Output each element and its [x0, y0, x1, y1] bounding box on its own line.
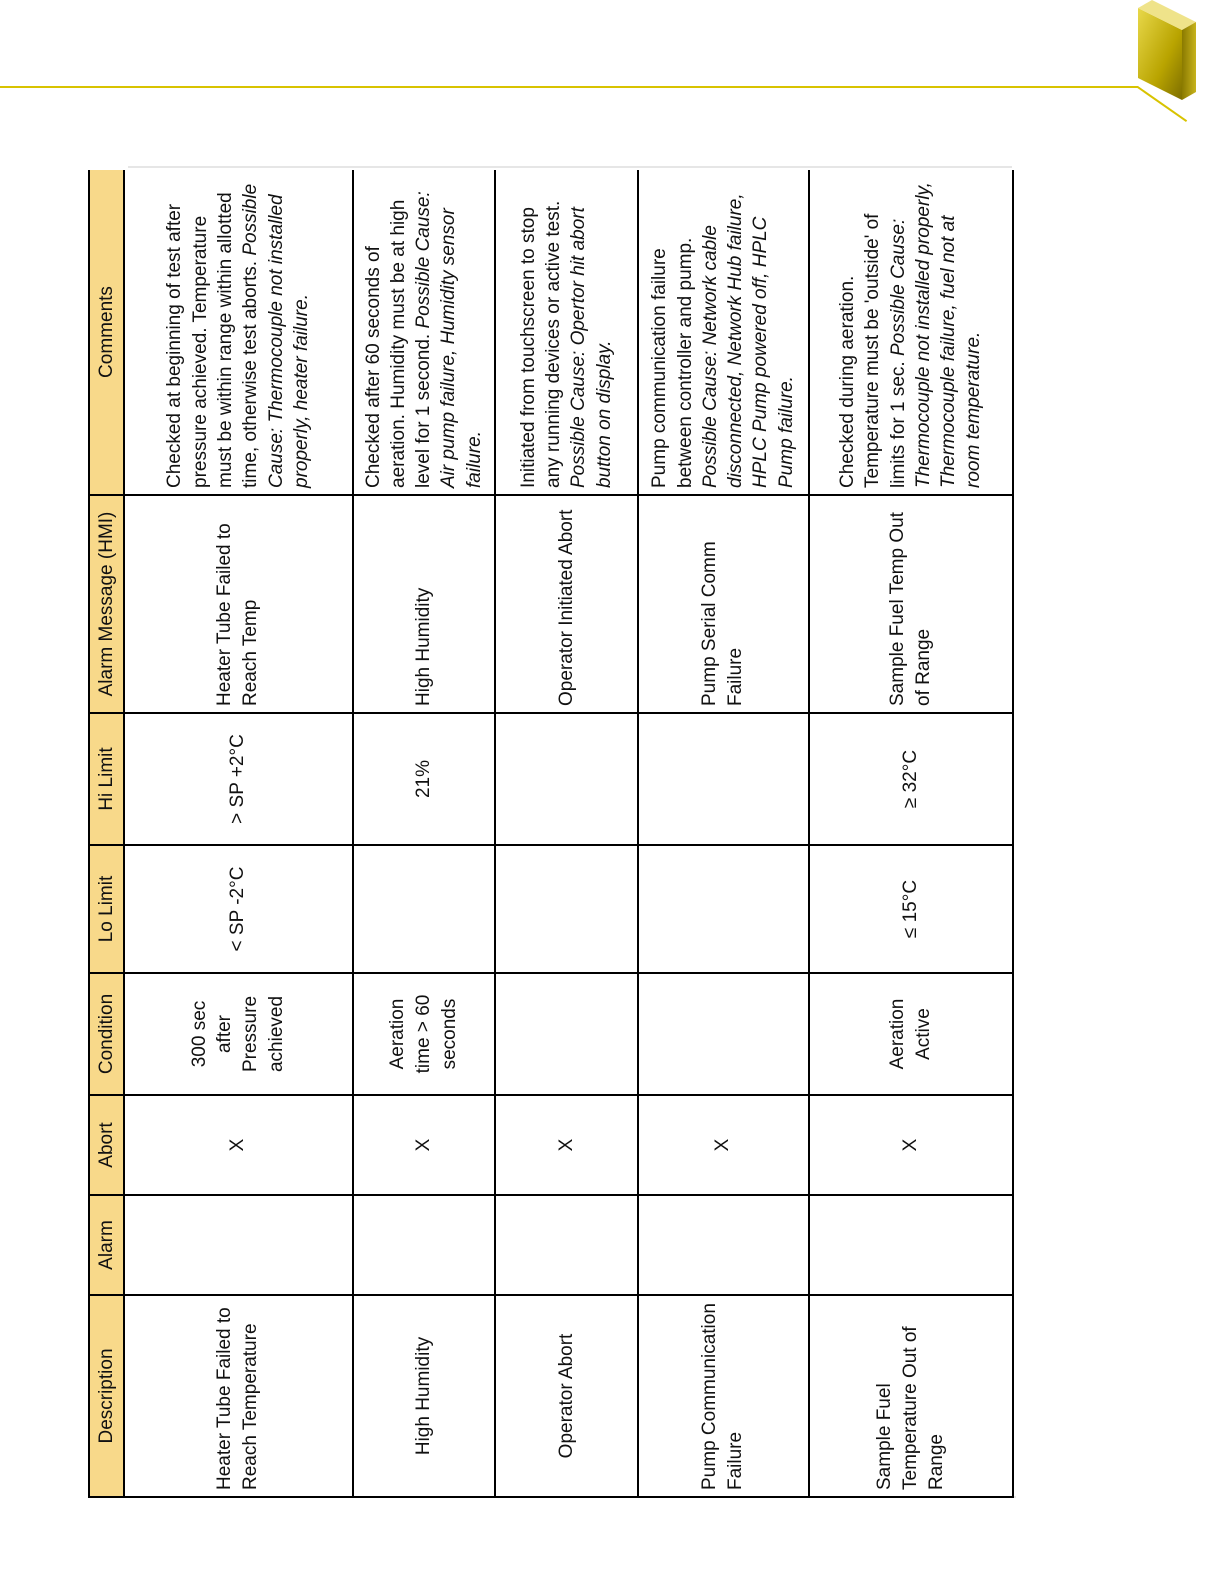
cell-alarm-message: Pump Serial Comm Failure — [638, 495, 809, 713]
cell-lo-limit: ≤ 15°C — [809, 845, 1013, 973]
comment-cause: Possible Cause: Opertor hit abort button on display. — [568, 207, 615, 488]
cell-condition — [638, 973, 809, 1095]
cell-comments — [495, 170, 638, 495]
comment-text: Checked during aeration. Temperature must be 'outside' of limits for 1 sec. — [837, 213, 909, 488]
cell-condition: Aeration Active — [809, 973, 1013, 1095]
cell-condition — [495, 973, 638, 1095]
header-lo-limit: Lo Limit — [89, 845, 124, 973]
cell-description: High Humidity — [353, 1295, 496, 1497]
cell-abort: X — [124, 1095, 353, 1195]
table-row — [809, 170, 1013, 1497]
cell-condition: Aeration time > 60 seconds — [353, 973, 496, 1095]
cell-description: Sample Fuel Temperature Out of Range — [809, 1295, 1013, 1497]
table-row — [495, 170, 638, 1497]
table-shadow-top — [128, 166, 1012, 168]
comment-cause: Possible Cause: Thermocouple not installed properly, heater failure. — [240, 183, 312, 488]
cell-hi-limit — [495, 713, 638, 845]
cell-lo-limit: < SP -2°C — [124, 845, 353, 973]
header-alarm: Alarm — [89, 1195, 124, 1295]
cell-description: Operator Abort — [495, 1295, 638, 1497]
cell-lo-limit — [353, 845, 496, 973]
cell-comments — [809, 170, 1013, 495]
comment-cause: Possible Cause: Thermocouple not installed properly, Thermocouple failure, fuel not at room temperature. — [887, 182, 985, 488]
cell-hi-limit: ≥ 32°C — [809, 713, 1013, 845]
table-row — [124, 170, 353, 1497]
table-canvas — [88, 170, 1014, 1498]
cell-hi-limit: > SP +2°C — [124, 713, 353, 845]
cell-comments — [124, 170, 353, 495]
comment-cause: Possible Cause: Network cable disconnected, Network Hub failure, HPLC Pump powered off, HPLC Pump failure. — [699, 193, 797, 488]
alarm-data-table — [88, 170, 1014, 1498]
header-condition: Condition — [89, 973, 124, 1095]
comment-text: Checked after 60 seconds of aeration. Humidity must be at high level for 1 second. — [362, 199, 435, 488]
cell-abort: X — [353, 1095, 496, 1195]
comment-text: Checked at beginning of test after pressure achieved. Temperature must be within range within allotted time, otherwise test aborts. — [164, 192, 262, 488]
header-description: Description — [89, 1295, 124, 1497]
header-abort: Abort — [89, 1095, 124, 1195]
cell-alarm-message: Heater Tube Failed to Reach Temp — [124, 495, 353, 713]
table-row — [638, 170, 809, 1497]
cell-alarm — [495, 1195, 638, 1295]
header-alarm-message: Alarm Message (HMI) — [89, 495, 124, 713]
cell-abort: X — [638, 1095, 809, 1195]
cell-condition: 300 sec after Pressure achieved — [124, 973, 353, 1095]
comment-text: Pump communication failure between controller and pump. — [649, 237, 696, 488]
comment-cause: Possible Cause: Air pump failure, Humidity sensor failure. — [413, 191, 485, 488]
cell-hi-limit — [638, 713, 809, 845]
header-rule — [0, 86, 1138, 88]
rotated-table — [88, 170, 1014, 1498]
cell-abort: X — [495, 1095, 638, 1195]
cell-alarm — [638, 1195, 809, 1295]
comment-text: Initiated from touchscreen to stop any running devices or active test. — [517, 200, 565, 488]
cell-alarm-message: High Humidity — [353, 495, 496, 713]
cell-description: Pump Communication Failure — [638, 1295, 809, 1497]
header-hi-limit: Hi Limit — [89, 713, 124, 845]
table-row — [353, 170, 496, 1497]
cell-lo-limit — [638, 845, 809, 973]
table-header-row — [89, 170, 124, 1497]
cell-alarm-message: Sample Fuel Temp Out of Range — [809, 495, 1013, 713]
cell-alarm — [809, 1195, 1013, 1295]
cell-comments — [638, 170, 809, 495]
cell-alarm — [353, 1195, 496, 1295]
corner-logo-icon — [1138, 0, 1224, 110]
cell-comments — [353, 170, 496, 495]
cell-alarm — [124, 1195, 353, 1295]
cell-lo-limit — [495, 845, 638, 973]
cell-abort: X — [809, 1095, 1013, 1195]
cell-description: Heater Tube Failed to Reach Temperature — [124, 1295, 353, 1497]
cell-alarm-message: Operator Initiated Abort — [495, 495, 638, 713]
header-comments: Comments — [89, 170, 124, 495]
cell-hi-limit: 21% — [353, 713, 496, 845]
